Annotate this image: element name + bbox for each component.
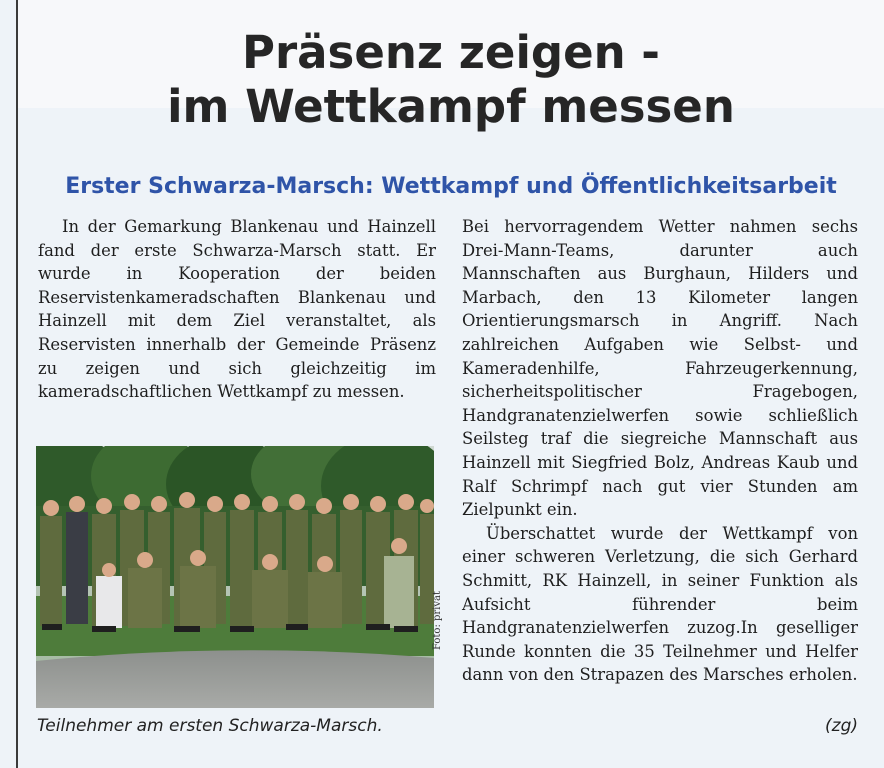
article-headline — [18, 26, 884, 134]
paragraph-intro: In der Gemarkung Blankenau und Hainzell fand der erste Schwarza-Marsch statt. Er wurde in Kooperation der beiden Reservistenkameradschaften Blankenau und Hainzell mit dem Ziel veranstaltet, als Reservisten innerhalb der Gemeinde Präsenz zu zeigen und sich gleichzeitig im kameradschaftlichen Wettkampf zu messen. — [38, 217, 436, 402]
text-column-right — [462, 215, 858, 687]
paragraph-injury: Überschattet wurde der Wettkampf von einer schweren Verletzung, die sich Gerhard Schmitt, RK Hainzell, in seiner Funktion als Aufsicht führender beim Handgranatenzielwerfen zuzog.In geselliger Runde konnten die 35 Teilnehmer und Helfer dann von den Strapazen des Marsches erholen. — [462, 523, 858, 685]
headline-line-1: Präsenz zeigen - — [242, 26, 660, 79]
photo-credit: Foto: privat — [432, 590, 443, 650]
paragraph-competition: Bei hervorragendem Wetter nahmen sechs Drei-Mann-Teams, darunter auch Mannschaften aus Burghaun, Hilders und Marbach, den 13 Kilometer langen Orientierungsmarsch in Angriff. Nach zahlreichen Aufgaben wie Selbst- und Kameradenhilfe, Fahrzeugerkennung, sicherheitspolitischer Fragebogen, Handgranatenzielwerfen sowie schließlich Seilsteg traf die siegreiche Mannschaft aus Hainzell mit Siegfried Bolz, Andreas Kaub und Ralf Schrimpf nach gut vier Stunden am Zielpunkt ein. — [462, 217, 858, 520]
group-photo-illustration — [36, 446, 434, 708]
headline-line-2: im Wettkampf messen — [167, 80, 735, 133]
author-signature: (zg) — [825, 716, 858, 736]
text-column-left — [38, 215, 436, 404]
photo-caption: Teilnehmer am ersten Schwarza-Marsch. — [37, 716, 383, 736]
article-subhead: Erster Schwarza-Marsch: Wettkampf und Öffentlichkeitsarbeit — [65, 174, 837, 199]
group-photo — [36, 446, 434, 708]
